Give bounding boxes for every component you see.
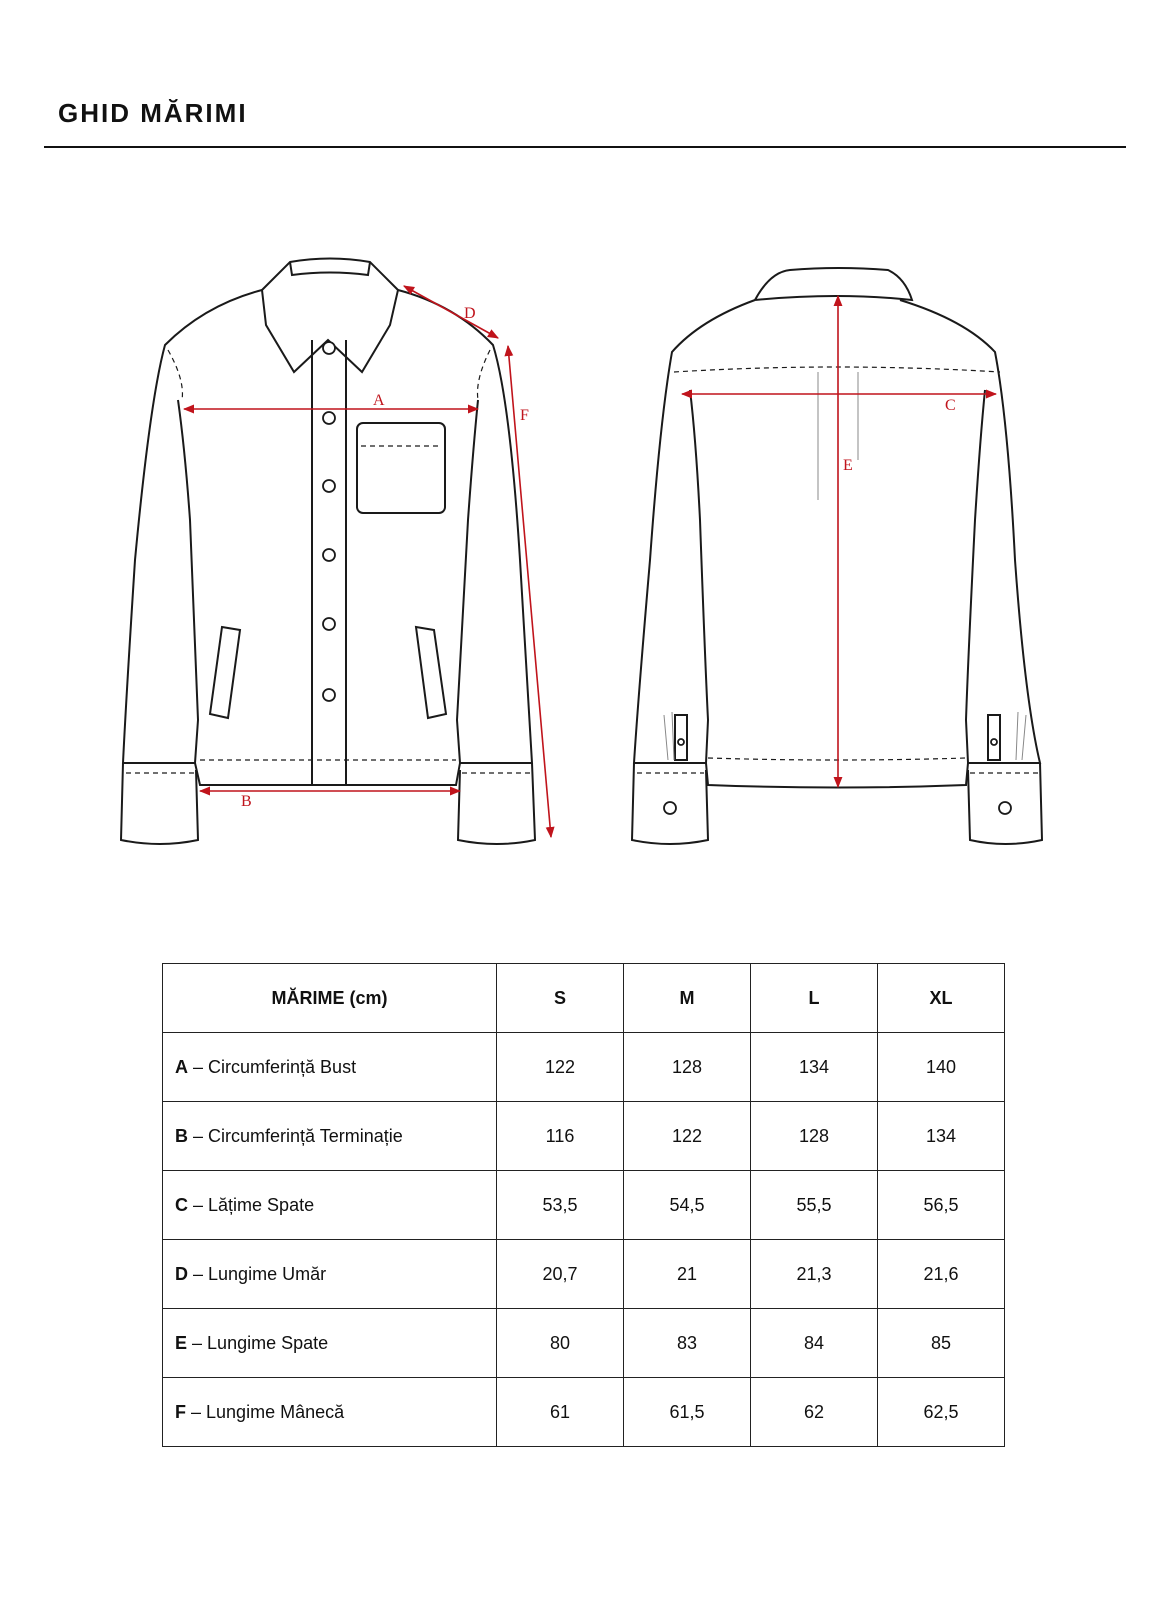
table-cell: 54,5 bbox=[624, 1171, 751, 1240]
table-cell: 55,5 bbox=[751, 1171, 878, 1240]
table-cell: 140 bbox=[878, 1033, 1005, 1102]
row-label-text: – Circumferință Terminație bbox=[193, 1125, 403, 1146]
table-row bbox=[163, 1171, 1005, 1240]
header-size-xl: XL bbox=[878, 964, 1005, 1033]
row-label bbox=[163, 1033, 497, 1102]
table-cell: 61 bbox=[497, 1378, 624, 1447]
table-cell: 62 bbox=[751, 1378, 878, 1447]
table-cell: 128 bbox=[751, 1102, 878, 1171]
table-row bbox=[163, 1240, 1005, 1309]
front-measure-lines bbox=[184, 286, 551, 837]
row-label-text: – Lungime Umăr bbox=[193, 1263, 327, 1284]
table-cell: 53,5 bbox=[497, 1171, 624, 1240]
title-divider bbox=[44, 146, 1126, 148]
table-cell: 116 bbox=[497, 1102, 624, 1171]
measure-label-b: B bbox=[241, 793, 252, 810]
table-cell: 122 bbox=[624, 1102, 751, 1171]
table-cell: 20,7 bbox=[497, 1240, 624, 1309]
row-label-text: – Lungime Spate bbox=[192, 1332, 329, 1353]
size-table bbox=[162, 963, 1005, 1447]
table-cell: 21,3 bbox=[751, 1240, 878, 1309]
measure-label-f: F bbox=[520, 407, 529, 424]
row-label bbox=[163, 1309, 497, 1378]
header-size-m: M bbox=[624, 964, 751, 1033]
table-row bbox=[163, 1309, 1005, 1378]
table-row bbox=[163, 1102, 1005, 1171]
row-letter: B bbox=[175, 1125, 188, 1146]
jacket-back-view bbox=[632, 268, 1042, 844]
row-label bbox=[163, 1378, 497, 1447]
row-label bbox=[163, 1171, 497, 1240]
header-size-label: MĂRIME (cm) bbox=[163, 964, 497, 1033]
row-label-text: – Lățime Spate bbox=[193, 1194, 315, 1215]
row-label bbox=[163, 1102, 497, 1171]
measure-label-e: E bbox=[843, 457, 853, 474]
table-row bbox=[163, 1033, 1005, 1102]
table-cell: 21,6 bbox=[878, 1240, 1005, 1309]
row-label bbox=[163, 1240, 497, 1309]
table-cell: 128 bbox=[624, 1033, 751, 1102]
jacket-technical-drawing bbox=[0, 240, 1172, 880]
table-header-row bbox=[163, 964, 1005, 1033]
row-letter: F bbox=[175, 1401, 186, 1422]
table-cell: 21 bbox=[624, 1240, 751, 1309]
table-cell: 83 bbox=[624, 1309, 751, 1378]
row-label-text: – Lungime Mânecă bbox=[191, 1401, 345, 1422]
table-cell: 61,5 bbox=[624, 1378, 751, 1447]
measure-label-a: A bbox=[373, 392, 385, 409]
table-row bbox=[163, 1378, 1005, 1447]
header-size-s: S bbox=[497, 964, 624, 1033]
table-cell: 134 bbox=[751, 1033, 878, 1102]
table-cell: 80 bbox=[497, 1309, 624, 1378]
table-cell: 56,5 bbox=[878, 1171, 1005, 1240]
measure-label-d: D bbox=[464, 305, 476, 322]
row-letter: C bbox=[175, 1194, 188, 1215]
table-cell: 62,5 bbox=[878, 1378, 1005, 1447]
table-cell: 85 bbox=[878, 1309, 1005, 1378]
table-cell: 84 bbox=[751, 1309, 878, 1378]
measure-label-c: C bbox=[945, 397, 956, 414]
page-title: GHID MĂRIMI bbox=[58, 98, 248, 128]
front-buttons bbox=[323, 342, 335, 701]
row-letter: A bbox=[175, 1056, 188, 1077]
table-cell: 134 bbox=[878, 1102, 1005, 1171]
row-label-text: – Circumferință Bust bbox=[193, 1056, 357, 1077]
row-letter: D bbox=[175, 1263, 188, 1284]
header-size-l: L bbox=[751, 964, 878, 1033]
row-letter: E bbox=[175, 1332, 188, 1353]
table-cell: 122 bbox=[497, 1033, 624, 1102]
